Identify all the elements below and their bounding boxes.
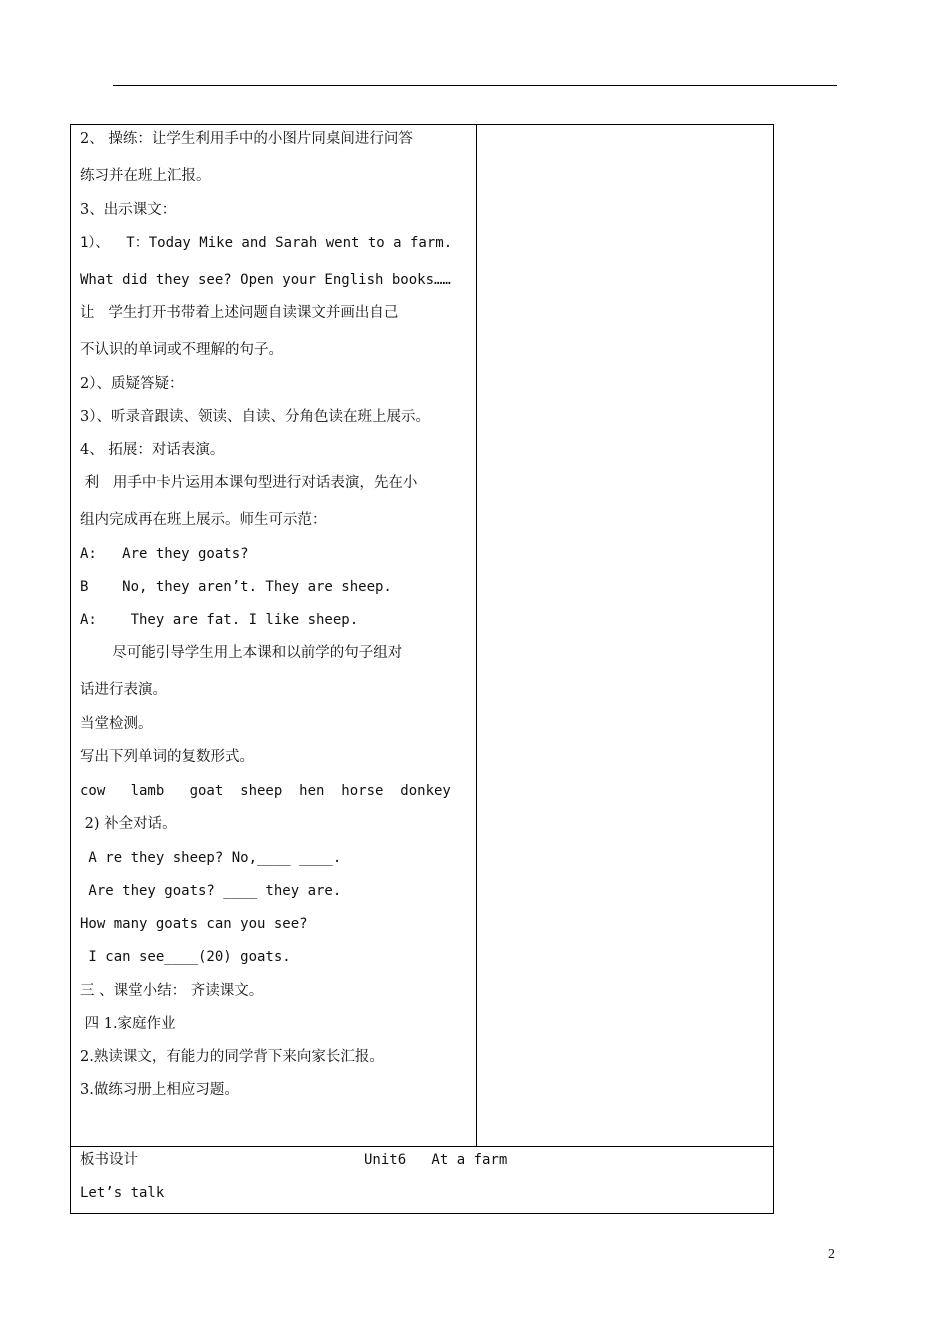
lesson-line: 三 、课堂小结： 齐读课文。 xyxy=(80,983,264,999)
lesson-line: 1）、 T：Today Mike and Sarah went to a farm. xyxy=(80,235,453,251)
lesson-line: 利 用手中卡片运用本课句型进行对话表演，先在小 xyxy=(80,475,418,491)
board-design-label: 板书设计 xyxy=(80,1152,138,1168)
lesson-line: 2）、质疑答疑： xyxy=(80,376,184,392)
lesson-line: 不认识的单词或不理解的句子。 xyxy=(80,342,283,358)
row-divider xyxy=(71,1146,773,1147)
lesson-line: I can see____(20) goats. xyxy=(80,949,291,965)
lesson-line: 尽可能引导学生用上本课和以前学的句子组对 xyxy=(80,645,403,661)
lesson-line: B No, they aren’t. They are sheep. xyxy=(80,579,392,595)
lesson-line: 让 学生打开书带着上述问题自读课文并画出自己 xyxy=(80,305,399,321)
lesson-line: 3、出示课文： xyxy=(80,202,177,218)
lesson-line: What did they see? Open your English books…… xyxy=(80,272,451,288)
lesson-line: 写出下列单词的复数形式。 xyxy=(80,749,254,765)
lesson-line: How many goats can you see? xyxy=(80,916,308,932)
lesson-line: 2.熟读课文，有能力的同学背下来向家长汇报。 xyxy=(80,1049,384,1065)
lesson-line: A: Are they goats? xyxy=(80,546,249,562)
column-divider xyxy=(476,125,477,1146)
lesson-line: Are they goats? ____ they are. xyxy=(80,883,342,899)
lesson-line: 3.做练习册上相应习题。 xyxy=(80,1082,239,1098)
lesson-table xyxy=(70,124,774,1214)
lesson-line: 4、 拓展：对话表演。 xyxy=(80,442,225,458)
lesson-line: 组内完成再在班上展示。师生可示范： xyxy=(80,512,327,528)
page-number: 2 xyxy=(828,1247,835,1262)
board-unit-title: Unit6 At a farm xyxy=(364,1152,508,1168)
lesson-line: 2) 补全对话。 xyxy=(80,816,177,832)
lesson-line: 四 1.家庭作业 xyxy=(80,1016,176,1032)
header-rule xyxy=(113,85,837,86)
lesson-line: 当堂检测。 xyxy=(80,716,153,732)
lesson-line: 3）、听录音跟读、领读、自读、分角色读在班上展示。 xyxy=(80,409,430,425)
lesson-line: 2、 操练：让学生利用手中的小图片同桌间进行问答 xyxy=(80,131,413,147)
lesson-line: A re they sheep? No,____ ____. xyxy=(80,850,342,866)
board-subtitle: Let’s talk xyxy=(80,1185,165,1201)
lesson-line: A: They are fat. I like sheep. xyxy=(80,612,359,628)
lesson-line: 练习并在班上汇报。 xyxy=(80,168,211,184)
lesson-line: 话进行表演。 xyxy=(80,682,167,698)
lesson-line: cow lamb goat sheep hen horse donkey xyxy=(80,783,451,799)
